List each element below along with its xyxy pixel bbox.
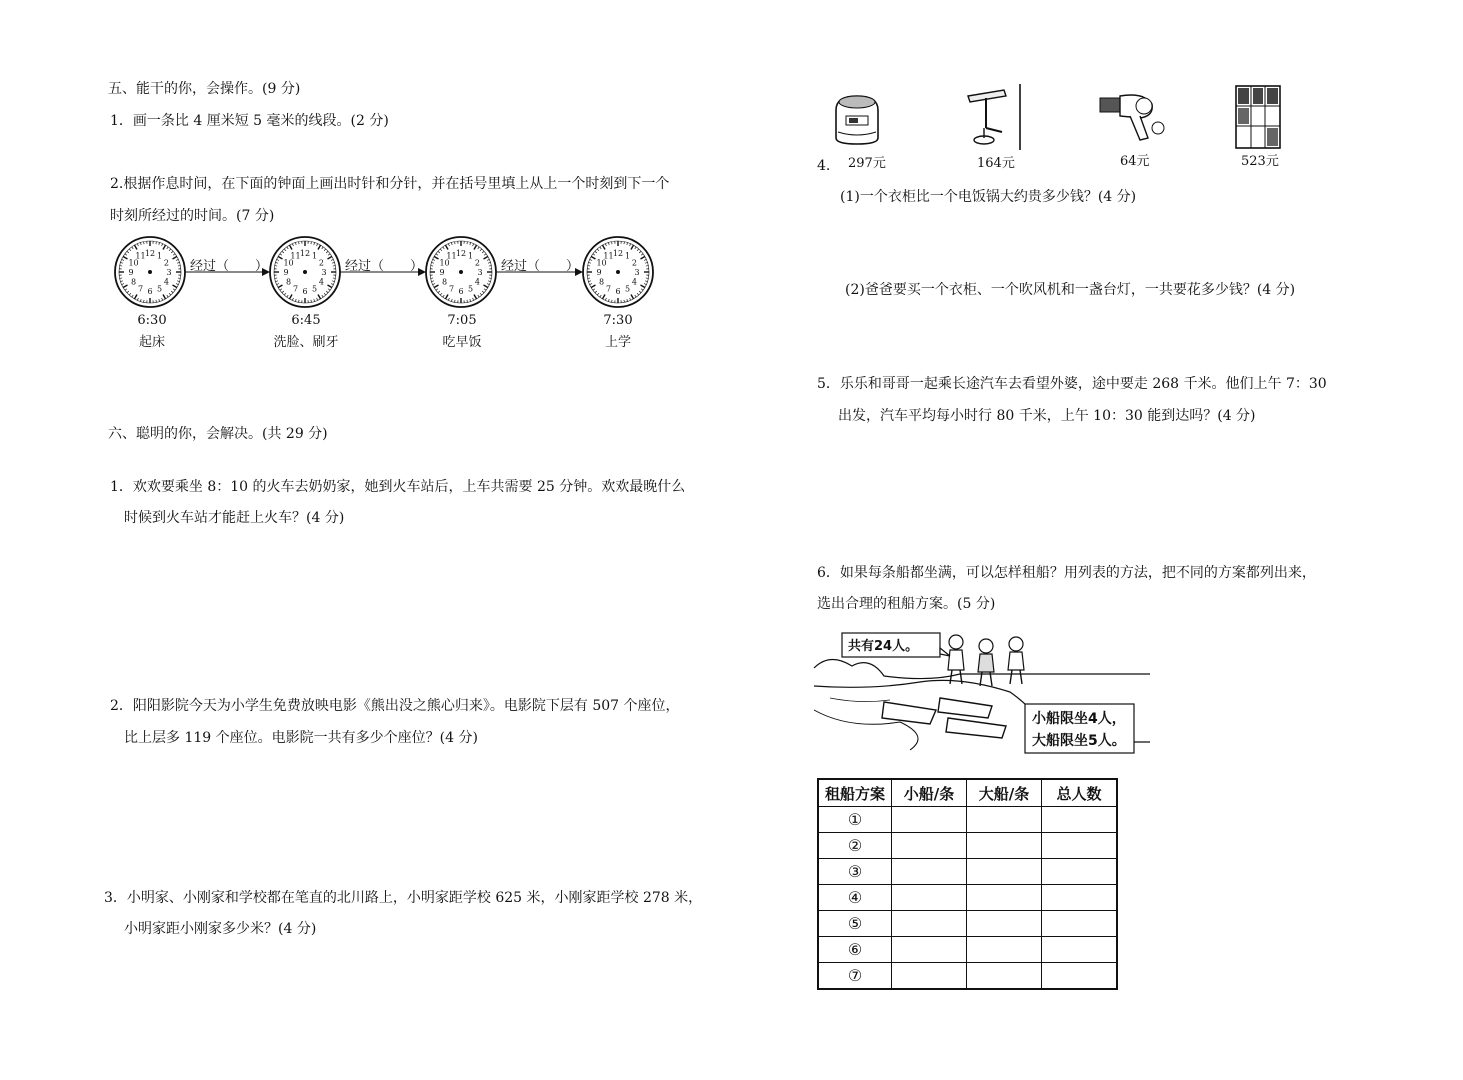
question-6-line2: 选出合理的租船方案。(5 分) (817, 596, 996, 612)
table-header-row (818, 779, 1117, 807)
question-6-1-line1: 1．欢欢要乘坐 8：10 的火车去奶奶家，她到火车站后，上车共需要 25 分钟。欢欢最晚什么 (110, 479, 686, 495)
plan-number: ⑤ (818, 911, 892, 937)
plan-number: ③ (818, 859, 892, 885)
clock-4-label: 上学 (604, 335, 631, 350)
clock-numeral: 2 (163, 258, 170, 268)
clock-numeral: 4 (163, 277, 170, 287)
clock-numeral: 5 (156, 284, 163, 294)
header-plan: 租船方案 (818, 779, 892, 807)
clock-numeral: 11 (603, 251, 614, 261)
rental-plan-table (817, 778, 1118, 990)
clock-numeral: 6 (302, 287, 308, 296)
clock-numeral: 4 (474, 277, 481, 287)
price-rice-cooker: 297元 (848, 156, 886, 171)
clock-1-label: 起床 (138, 335, 165, 350)
arrow-label-2: 经过（ ） (345, 259, 424, 274)
answer-cell[interactable] (967, 937, 1042, 963)
answer-cell[interactable] (1042, 833, 1118, 859)
question-6-2-line1: 2．阳阳影院今天为小学生免费放映电影《熊出没之熊心归来》。电影院下层有 507 个座位， (110, 698, 680, 714)
header-large-boat: 大船/条 (967, 779, 1042, 807)
clock-numeral: 10 (128, 258, 139, 268)
clock-numeral: 7 (605, 284, 612, 294)
answer-cell[interactable] (1042, 963, 1118, 990)
clock-numeral: 9 (439, 268, 445, 277)
question-4-number: 4. (817, 158, 831, 174)
clock-numeral: 10 (596, 258, 607, 268)
question-6-3-line2: 小明家距小刚家多少米？(4 分) (124, 921, 317, 937)
section-5-title: 五、能干的你，会操作。(9 分) (108, 81, 301, 97)
header-total: 总人数 (1042, 779, 1118, 807)
plan-number: ⑥ (818, 937, 892, 963)
table-row (818, 807, 1117, 833)
answer-cell[interactable] (892, 911, 967, 937)
clock-numeral: 5 (467, 284, 474, 294)
clock-3-label: 吃早饭 (442, 335, 482, 350)
question-4-1: (1)一个衣柜比一个电饭锅大约贵多少钱？(4 分) (840, 189, 1137, 205)
question-6-3-line1: 3．小明家、小刚家和学校都在笔直的北川路上，小明家距学校 625 米，小刚家距学校 278 米， (104, 890, 703, 906)
clock-numeral: 5 (624, 284, 631, 294)
answer-cell[interactable] (967, 807, 1042, 833)
question-5-2-line1: 2.根据作息时间，在下面的钟面上画出时针和分针，并在括号里填上从上一个时刻到下一个 (110, 176, 670, 192)
question-5-line1: 5．乐乐和哥哥一起乘长途汽车去看望外婆，途中要走 268 千米。他们上午 7：30 (817, 376, 1327, 392)
table-row (818, 911, 1117, 937)
clock-center-dot (303, 270, 307, 274)
arrow-label-3: 经过（ ） (501, 259, 580, 274)
clock-3-time: 7:05 (447, 313, 477, 328)
clock-numeral: 9 (128, 268, 134, 277)
table-row (818, 885, 1117, 911)
plan-number: ④ (818, 885, 892, 911)
answer-cell[interactable] (892, 859, 967, 885)
rule-large-boat: 大船限坐5人。 (1032, 733, 1126, 749)
question-5-2-line2: 时刻所经过的时间。(7 分) (110, 208, 275, 224)
table-row (818, 833, 1117, 859)
clock-numeral: 6 (458, 287, 464, 296)
arrow-label-1: 经过（ ） (190, 259, 269, 274)
table-row (818, 859, 1117, 885)
clock-numeral: 2 (318, 258, 325, 268)
desk-lamp-icon (962, 84, 1026, 154)
price-hair-dryer: 64元 (1120, 154, 1150, 169)
answer-cell[interactable] (892, 937, 967, 963)
price-desk-lamp: 164元 (977, 156, 1015, 171)
clock-numeral: 7 (137, 284, 144, 294)
clock-numeral: 8 (598, 277, 605, 287)
table-row (818, 937, 1117, 963)
clock-numeral: 12 (144, 249, 156, 258)
clock-numeral: 9 (283, 268, 289, 277)
question-4-2: (2)爸爸要买一个衣柜、一个吹风机和一盏台灯，一共要花多少钱？(4 分) (845, 282, 1296, 298)
answer-cell[interactable] (1042, 937, 1118, 963)
answer-cell[interactable] (967, 963, 1042, 990)
clock-numeral: 4 (318, 277, 325, 287)
clock-numeral: 9 (596, 268, 602, 277)
clock-numeral: 10 (283, 258, 294, 268)
table-row (818, 963, 1117, 990)
price-wardrobe: 523元 (1241, 154, 1279, 169)
clock-numeral: 3 (166, 268, 172, 277)
answer-cell[interactable] (892, 885, 967, 911)
clock-4-time: 7:30 (603, 313, 633, 328)
answer-cell[interactable] (967, 911, 1042, 937)
speech-bubble-text: 共有24人。 (848, 639, 919, 654)
answer-cell[interactable] (1042, 807, 1118, 833)
clock-numeral: 6 (147, 287, 153, 296)
rule-small-boat: 小船限坐4人， (1032, 711, 1126, 727)
clock-numeral: 8 (130, 277, 137, 287)
clock-2-time: 6:45 (291, 313, 321, 328)
question-6-1-line2: 时候到火车站才能赶上火车？(4 分) (124, 510, 345, 526)
clock-center-dot (148, 270, 152, 274)
clock-numeral: 3 (477, 268, 483, 277)
clock-numeral: 11 (446, 251, 457, 261)
clock-1-time: 6:30 (137, 313, 167, 328)
clock-numeral: 2 (631, 258, 638, 268)
question-6-2-line2: 比上层多 119 个座位。电影院一共有多少个座位？(4 分) (124, 730, 478, 746)
question-5-1: 1．画一条比 4 厘米短 5 毫米的线段。(2 分) (110, 113, 389, 129)
answer-cell[interactable] (1042, 885, 1118, 911)
header-small-boat: 小船/条 (892, 779, 967, 807)
clock-numeral: 1 (467, 251, 474, 261)
clock-numeral: 1 (311, 251, 318, 261)
clock-numeral: 3 (634, 268, 640, 277)
plan-number: ② (818, 833, 892, 859)
answer-cell[interactable] (967, 833, 1042, 859)
clock-numeral: 7 (292, 284, 299, 294)
clock-2-label: 洗脸、刷牙 (273, 335, 339, 350)
clock-numeral: 6 (615, 287, 621, 296)
clock-numeral: 5 (311, 284, 318, 294)
answer-cell[interactable] (967, 885, 1042, 911)
clock-numeral: 7 (448, 284, 455, 294)
rice-cooker-icon (832, 88, 882, 148)
answer-cell[interactable] (1042, 859, 1118, 885)
clock-numeral: 2 (474, 258, 481, 268)
question-6-line1: 6．如果每条船都坐满，可以怎样租船？用列表的方法，把不同的方案都列出来， (817, 565, 1316, 581)
clock-center-dot (616, 270, 620, 274)
clock-numeral: 1 (624, 251, 631, 261)
clock-center-dot (459, 270, 463, 274)
clock-numeral: 8 (285, 277, 292, 287)
answer-cell[interactable] (967, 859, 1042, 885)
clock-numeral: 8 (441, 277, 448, 287)
clock-numeral: 10 (439, 258, 450, 268)
question-5-line2: 出发，汽车平均每小时行 80 千米，上午 10：30 能到达吗？(4 分) (838, 408, 1256, 424)
clock-numeral: 1 (156, 251, 163, 261)
clock-numeral: 11 (135, 251, 146, 261)
clock-numeral: 12 (299, 249, 311, 258)
answer-cell[interactable] (892, 963, 967, 990)
wardrobe-icon (1234, 84, 1282, 150)
clock-numeral: 11 (290, 251, 301, 261)
section-6-title: 六、聪明的你，会解决。(共 29 分) (108, 426, 328, 442)
plan-number: ① (818, 807, 892, 833)
plan-number: ⑦ (818, 963, 892, 990)
answer-cell[interactable] (892, 833, 967, 859)
clock-numeral: 3 (321, 268, 327, 277)
answer-cell[interactable] (1042, 911, 1118, 937)
clock-numeral: 4 (631, 277, 638, 287)
answer-cell[interactable] (892, 807, 967, 833)
clock-numeral: 12 (612, 249, 624, 258)
clock-numeral: 12 (455, 249, 467, 258)
hair-dryer-icon (1096, 88, 1168, 148)
